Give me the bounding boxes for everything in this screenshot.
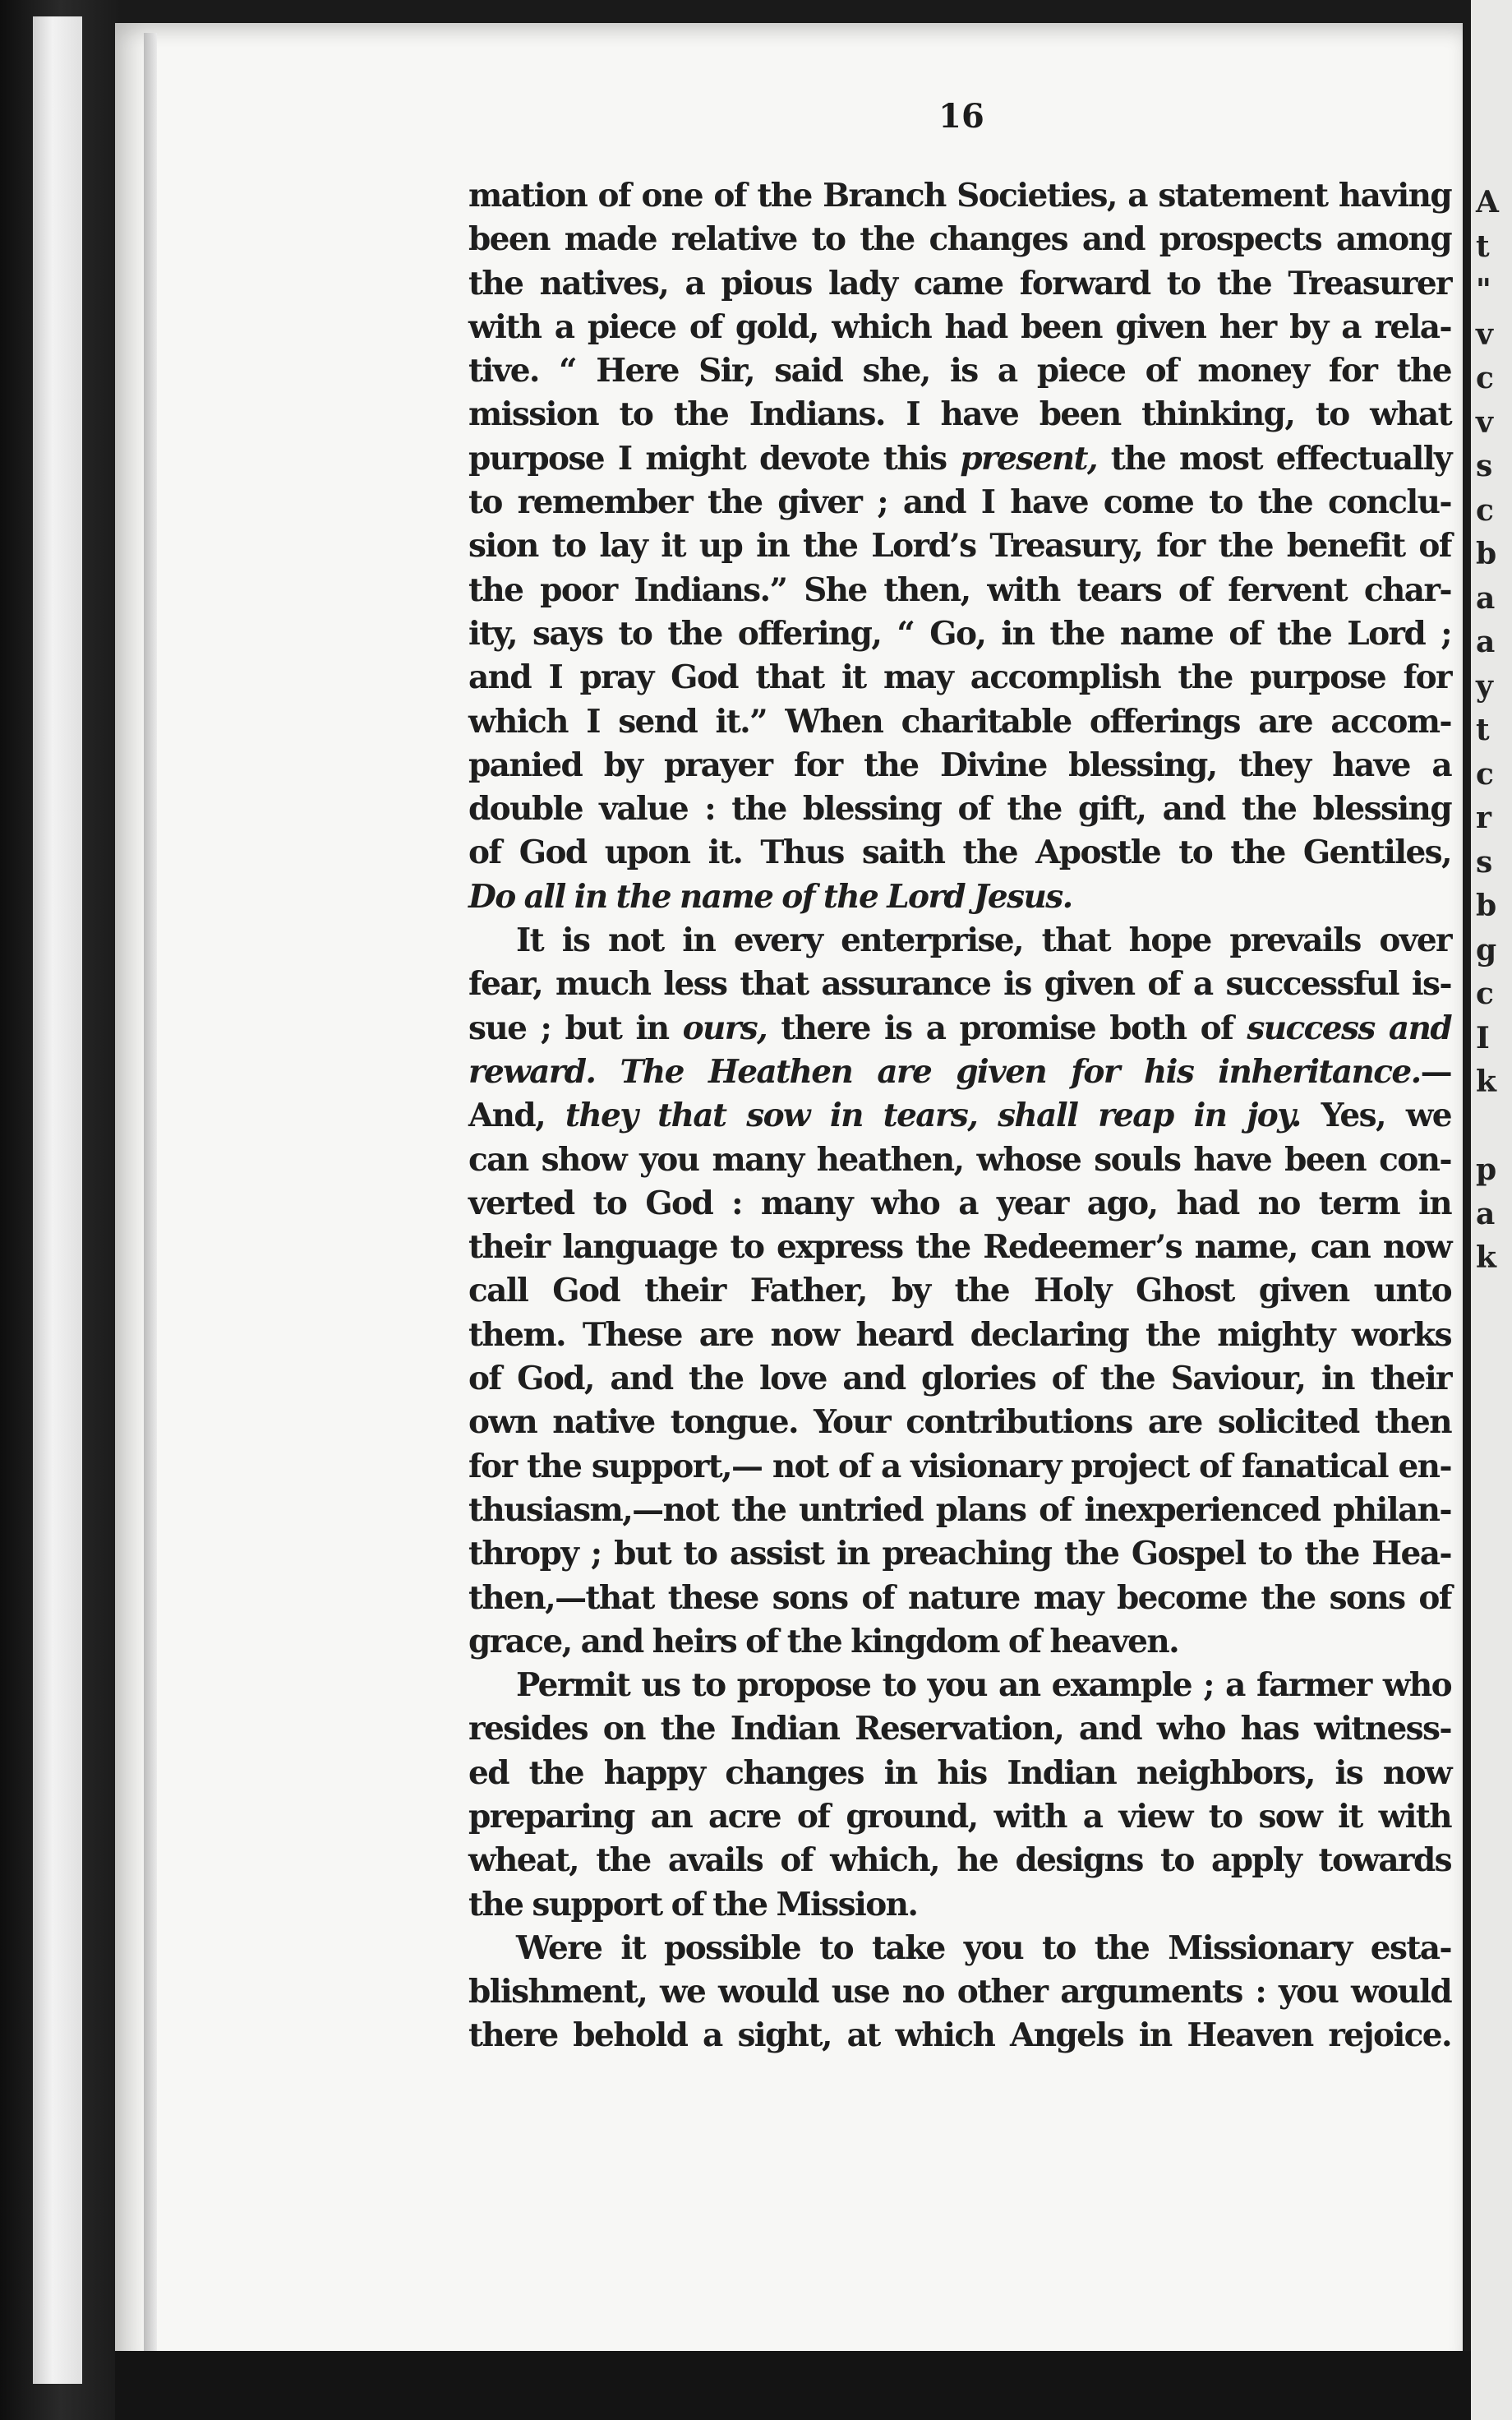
text-line: double value : the blessing of the gift, and the blessing	[468, 790, 1451, 829]
text-line: Permit us to propose to you an example ; a farmer who	[516, 1666, 1451, 1705]
text-run: purpose I might devote this	[468, 439, 961, 478]
text-line: for the support,— not of a visionary project of fanatical en-	[468, 1447, 1451, 1485]
text-line: can show you many heathen, whose souls have been con-	[468, 1140, 1451, 1179]
text-line: panied by prayer for the Divine blessing, they have a	[468, 746, 1451, 784]
text-run: Yes, we	[1300, 1097, 1452, 1135]
book-left-edge	[33, 16, 82, 2384]
text-line: Were it possible to take you to the Missionary esta-	[516, 1928, 1451, 1967]
text-line: and I pray God that it may accomplish the purpose for	[468, 658, 1451, 697]
facing-page-edge	[1471, 0, 1512, 2420]
text-line	[468, 1007, 1451, 1051]
page-gutter-shadow	[144, 33, 157, 2351]
text-run: —	[1420, 1052, 1451, 1091]
text-run: the most effectually	[1096, 439, 1451, 478]
text-line	[468, 1094, 1451, 1138]
text-line: of God upon it. Thus saith the Apostle to the Gentiles,	[468, 834, 1451, 872]
text-line: there behold a sight, at which Angels in Heaven rejoice.	[468, 2016, 1451, 2055]
text-line: preparing an acre of ground, with a view to sow it with	[468, 1797, 1451, 1836]
text-line: been made relative to the changes and prospects among	[468, 220, 1451, 259]
text-line: their language to express the Redeemer’s name, can now	[468, 1228, 1451, 1267]
text-run: there is a promise both of	[767, 1009, 1247, 1047]
text-run: And,	[468, 1097, 565, 1135]
text-line: It is not in every enterprise, that hope prevails over	[516, 921, 1451, 960]
italic-text: Do all in the name of the Lord Jesus.	[468, 877, 1072, 916]
text-line: with a piece of gold, which had been given her by a rela-	[468, 307, 1451, 346]
page-number: 16	[938, 97, 984, 136]
text-line: ity, says to the offering, “ Go, in the name of the Lord ;	[468, 614, 1451, 653]
text-line: them. These are now heard declaring the mighty works	[468, 1315, 1451, 1354]
text-line: ed the happy changes in his Indian neighbors, is now	[468, 1753, 1451, 1792]
text-line: of God, and the love and glories of the Saviour, in their	[468, 1360, 1451, 1398]
text-line: the natives, a pious lady came forward to the Treasurer	[468, 264, 1451, 302]
text-line: own native tongue. Your contributions are solicited then	[468, 1403, 1451, 1442]
text-line: which I send it.” When charitable offerings are accom-	[468, 702, 1451, 741]
body-text	[468, 174, 1451, 2058]
italic-text: present,	[960, 439, 1097, 478]
text-line: tive. “ Here Sir, said she, is a piece of money for the	[468, 352, 1451, 390]
facing-page-letters: A t " v c v s c b a a y t c r s b g c I k p a k	[1476, 185, 1499, 1275]
text-line: fear, much less that assurance is given of a successful is-	[468, 965, 1451, 1004]
text-run: sue ; but in	[468, 1009, 683, 1047]
text-line: thropy ; but to assist in preaching the Gospel to the Hea-	[468, 1535, 1451, 1573]
text-line: resides on the Indian Reservation, and who has witness-	[468, 1710, 1451, 1748]
text-line: call God their Father, by the Holy Ghost given unto	[468, 1272, 1451, 1310]
text-line: then,—that these sons of nature may become the sons of	[468, 1578, 1451, 1617]
text-line	[468, 875, 1451, 919]
italic-text: they that sow in tears, shall reap in joy.	[565, 1097, 1301, 1135]
text-line: to remember the giver ; and I have come to the conclu-	[468, 483, 1451, 522]
text-line: the poor Indians.” She then, with tears of fervent char-	[468, 570, 1451, 609]
text-line: the support of the Mission.	[468, 1885, 918, 1924]
text-line: sion to lay it up in the Lord’s Treasury, for the benefit of	[468, 527, 1451, 566]
text-line: mission to the Indians. I have been thinking, to what	[468, 395, 1451, 434]
italic-text: success and	[1247, 1009, 1452, 1047]
text-line: mation of one of the Branch Societies, a statement having	[468, 177, 1451, 215]
text-line: blishment, we would use no other arguments : you would	[468, 1973, 1451, 2011]
text-line: verted to God : many who a year ago, had no term in	[468, 1184, 1451, 1222]
text-line: grace, and heirs of the kingdom of heaven.	[468, 1622, 1179, 1660]
italic-text: ours,	[682, 1009, 768, 1047]
scan-bottom-edge	[115, 2351, 1471, 2420]
text-line: wheat, the avails of which, he designs to apply towards	[468, 1841, 1451, 1880]
text-line	[468, 1051, 1451, 1094]
italic-text: reward. The Heathen are given for his inheritance.	[468, 1052, 1421, 1091]
text-line: thusiasm,—not the untried plans of inexperienced philan-	[468, 1490, 1451, 1529]
text-line	[468, 437, 1451, 481]
